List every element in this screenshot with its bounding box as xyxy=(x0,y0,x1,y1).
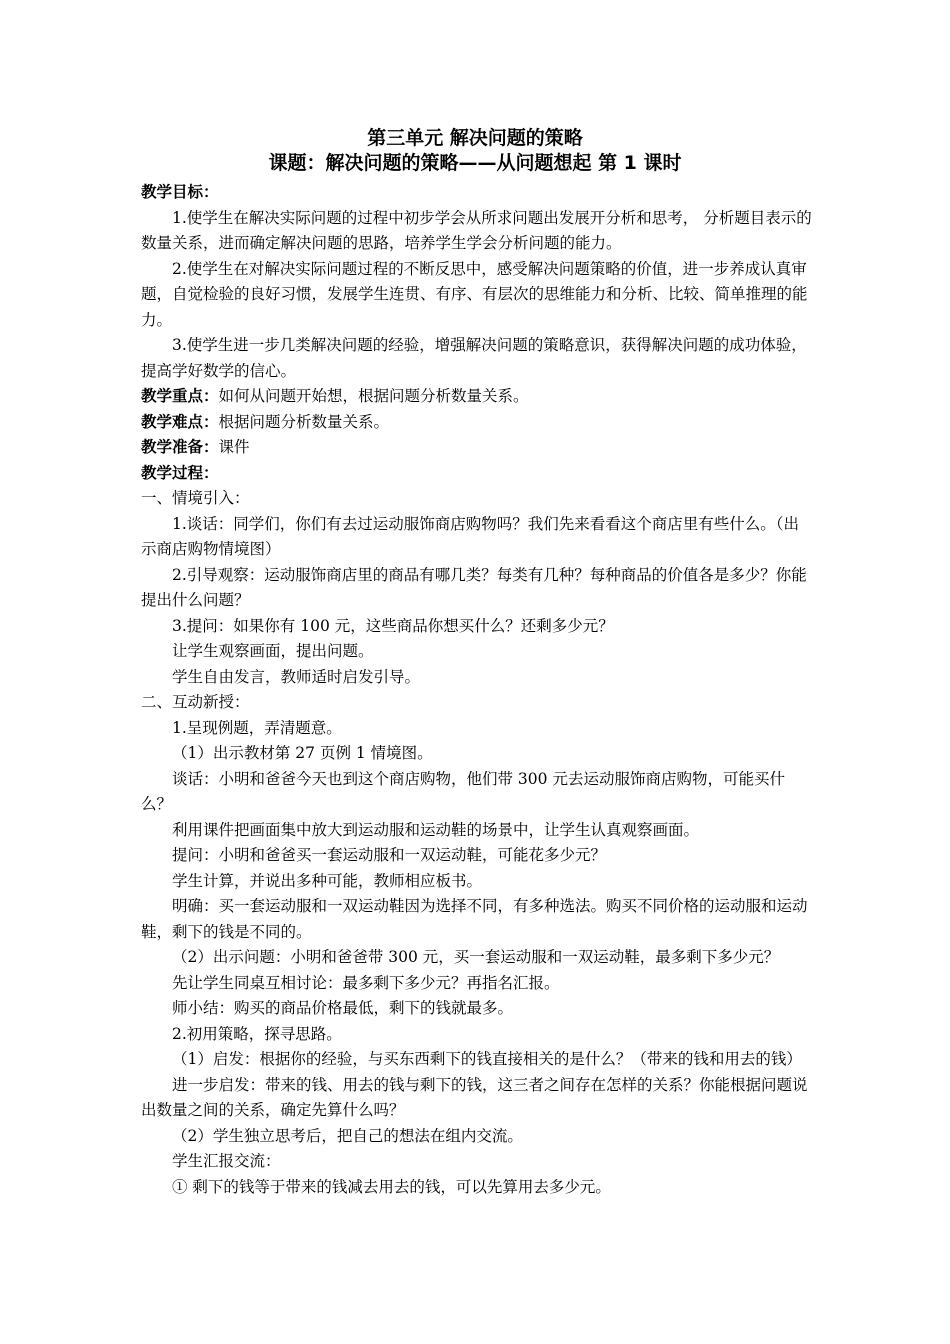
section2-paragraph: 谈话：小明和爸爸今天也到这个商店购物，他们带 300 元去运动服饰商店购物，可能买什么？ xyxy=(141,769,785,813)
unit-title: 第三单元 解决问题的策略 xyxy=(367,127,583,149)
section1-paragraph: 2.引导观察：运动服饰商店里的商品有哪几类？每类有几种？每种商品的价值各是多少？你能提出什么问题？ xyxy=(141,565,807,609)
section2-paragraph: 先让学生同桌互相讨论：最多剩下多少元？再指名汇报。 xyxy=(172,973,560,992)
key-point xyxy=(141,384,813,410)
lesson-title: 课题：解决问题的策略——从问题想起 第 1 课时 xyxy=(268,152,682,174)
section1-paragraph: 学生自由发言，教师适时启发引导。 xyxy=(172,667,421,686)
section2-paragraph: 师小结：购买的商品价格最低，剩下的钱就最多。 xyxy=(172,999,514,1017)
section1-heading: 一、情境引入： xyxy=(141,489,250,507)
key-point-text: 如何从问题开始想，根据问题分析数量关系。 xyxy=(218,387,529,405)
objective-1: 1.使学生在解决实际问题的过程中初步学会从所求问题出发展开分析和思考， 分析题目表示的数量关系，进而确定解决问题的思路，培养学生学会分析问题的能力。 xyxy=(141,208,812,252)
document-body xyxy=(141,180,813,1200)
section1-paragraph: 3.提问：如果你有 100 元，这些商品你想买什么？还剩多少元？ xyxy=(172,616,614,635)
difficulty xyxy=(141,410,813,436)
section2-heading: 二、互动新授： xyxy=(141,693,250,711)
section2-paragraph: 2.初用策略，探寻思路。 xyxy=(172,1024,342,1043)
objectives-heading: 教学目标： xyxy=(141,183,219,201)
section2-paragraph: 明确：买一套运动服和一双运动鞋因为选择不同，有多种选法。购买不同价格的运动服和运动鞋，剩下的钱是不同的。 xyxy=(141,897,808,941)
section2-paragraph: ① 剩下的钱等于带来的钱减去用去的钱，可以先算用去多少元。 xyxy=(172,1177,611,1196)
difficulty-label: 教学难点： xyxy=(141,412,219,431)
difficulty-text: 根据问题分析数量关系。 xyxy=(218,412,390,431)
key-point-label: 教学重点： xyxy=(141,387,219,405)
objective-3: 3.使学生进一步几类解决问题的经验，增强解决问题的策略意识，获得解决问题的成功体验，提高学好数学的信心。 xyxy=(141,336,807,380)
section2-paragraph: 进一步启发：带来的钱、用去的钱与剩下的钱，这三者之间存在怎样的关系？你能根据问题说出数量之间的关系，确定先算什么吗？ xyxy=(141,1075,808,1119)
preparation-label: 教学准备： xyxy=(141,438,219,456)
section1-paragraph: 1.谈话：同学们，你们有去过运动服饰商店购物吗？我们先来看看这个商店里有些什么。（出示商店购物情境图） xyxy=(141,514,800,558)
section2-paragraph: 利用课件把画面集中放大到运动服和运动鞋的场景中，让学生认真观察画面。 xyxy=(172,820,700,839)
process-heading: 教学过程： xyxy=(141,463,219,482)
section2-paragraph: 学生计算，并说出多种可能，教师相应板书。 xyxy=(172,871,483,890)
objective-2: 2.使学生在对解决实际问题过程的不断反思中，感受解决问题策略的价值，进一步养成认真审题，自觉检验的良好习惯，发展学生连贯、有序、有层次的思维能力和分析、比较、简单推理的能力。 xyxy=(141,259,808,329)
section2-paragraph: 1.呈现例题，弄清题意。 xyxy=(172,718,342,737)
preparation xyxy=(141,435,813,461)
section2-paragraph: （2）学生独立思考后，把自己的想法在组内交流。 xyxy=(172,1126,523,1145)
preparation-text: 课件 xyxy=(218,438,250,456)
section1-paragraph: 让学生观察画面，提出问题。 xyxy=(172,642,374,660)
section2-paragraph: 提问：小明和爸爸买一套运动服和一双运动鞋，可能花多少元？ xyxy=(172,846,607,864)
section2-paragraph: （2）出示问题：小明和爸爸带 300 元，买一套运动服和一双运动鞋，最多剩下多少元？ xyxy=(172,948,780,966)
section2-paragraph: （1）出示教材第 27 页例 1 情境图。 xyxy=(172,744,433,762)
section2-paragraph: 学生汇报交流： xyxy=(172,1152,281,1170)
section2-paragraph: （1）启发：根据你的经验，与买东西剩下的钱直接相关的是什么？（带来的钱和用去的钱） xyxy=(172,1050,802,1068)
